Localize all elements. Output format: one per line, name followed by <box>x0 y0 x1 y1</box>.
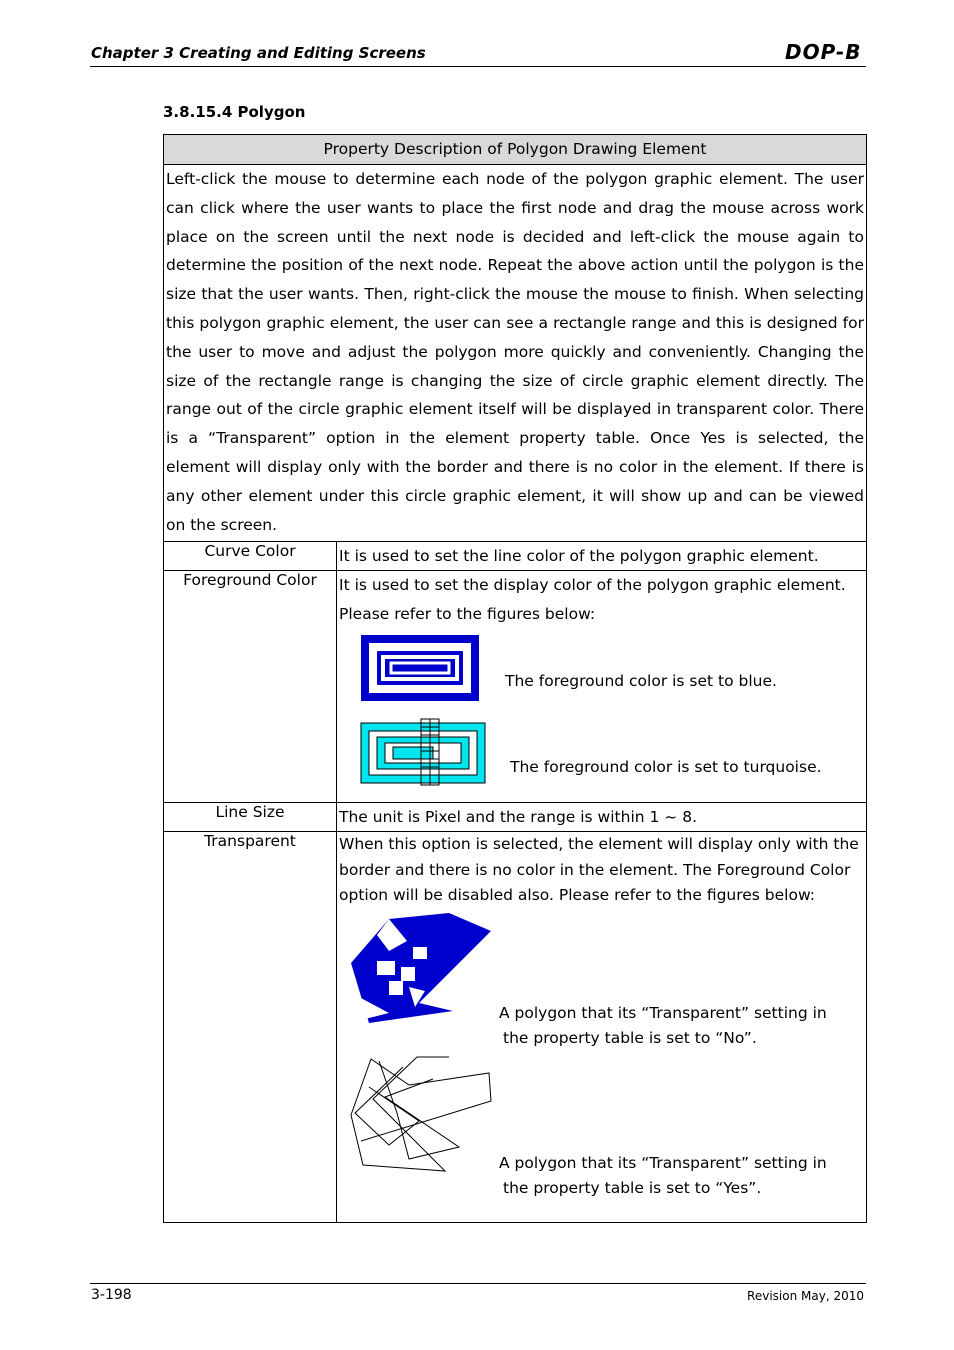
intro-text: Left-click the mouse to determine each node of the polygon graphic element. The user can click where the user wants to place the first node and drag the mouse across work place on the screen until the next node is decided and left-click the mouse again to determine the position of the next node. Repeat the above action until the polygon is the size that the user wants. Then, right-click the mouse the mouse to finish. When selecting this polygon graphic element, the user can see a rectangle range and this is designed for the user to move and adjust the polygon more quickly and conveniently. Changing the size of the rectangle range is changing the size of circle graphic element directly. The range out of the circle graphic element itself will be displayed in transparent color. There is a “Transparent” option in the element property table. Once Yes is selected, the element will display only with the border and there is no color in the element. If there is any other element under this circle graphic element, it will show up and can be viewed on the screen. <box>164 165 867 542</box>
revision-date: Revision May, 2010 <box>747 1289 864 1303</box>
product-logo: DOP-B <box>785 40 862 64</box>
caption-transparent <box>499 1151 827 1201</box>
prop-cell-foreground-color <box>337 571 867 803</box>
page-number: 3-198 <box>91 1287 132 1303</box>
caption-not-transparent-line2: the property table is set to “No”. <box>503 1028 757 1047</box>
prop-desc-curve-color: It is used to set the line color of the polygon graphic element. <box>337 542 867 571</box>
prop-name-line-size: Line Size <box>164 803 337 832</box>
caption-not-transparent-line1: A polygon that its “Transparent” setting in <box>499 1003 827 1022</box>
prop-name-transparent: Transparent <box>164 832 337 1223</box>
turquoise-polygon-figure <box>359 717 487 787</box>
prop-name-foreground-color: Foreground Color <box>164 571 337 803</box>
prop-desc-line-size: The unit is Pixel and the range is within 1 ~ 8. <box>337 803 867 832</box>
caption-turquoise: The foreground color is set to turquoise. <box>510 757 822 776</box>
property-table <box>163 134 867 1223</box>
chapter-title: Chapter 3 Creating and Editing Screens <box>91 44 426 62</box>
prop-desc-transparent: When this option is selected, the element will display only with the border and there is no color in the element. The Foreground Color option will be disabled also. Please refer to the figures below: <box>339 835 859 904</box>
outline-polygon-figure <box>349 1055 494 1173</box>
blue-polygon-figure <box>357 633 483 703</box>
table-heading: Property Description of Polygon Drawing Element <box>164 135 867 165</box>
footer-rule <box>90 1283 866 1284</box>
prop-cell-transparent <box>337 832 867 1223</box>
prop-desc-foreground-color: It is used to set the display color of the polygon graphic element. Please refer to the figures below: <box>339 576 846 623</box>
filled-polygon-figure <box>349 911 494 1026</box>
header-rule <box>90 66 866 67</box>
prop-name-curve-color: Curve Color <box>164 542 337 571</box>
section-title: 3.8.15.4 Polygon <box>163 103 306 121</box>
caption-transparent-line2: the property table is set to “Yes”. <box>503 1178 762 1197</box>
caption-transparent-line1: A polygon that its “Transparent” setting in <box>499 1153 827 1172</box>
caption-blue: The foreground color is set to blue. <box>505 671 777 690</box>
caption-not-transparent <box>499 1001 827 1051</box>
